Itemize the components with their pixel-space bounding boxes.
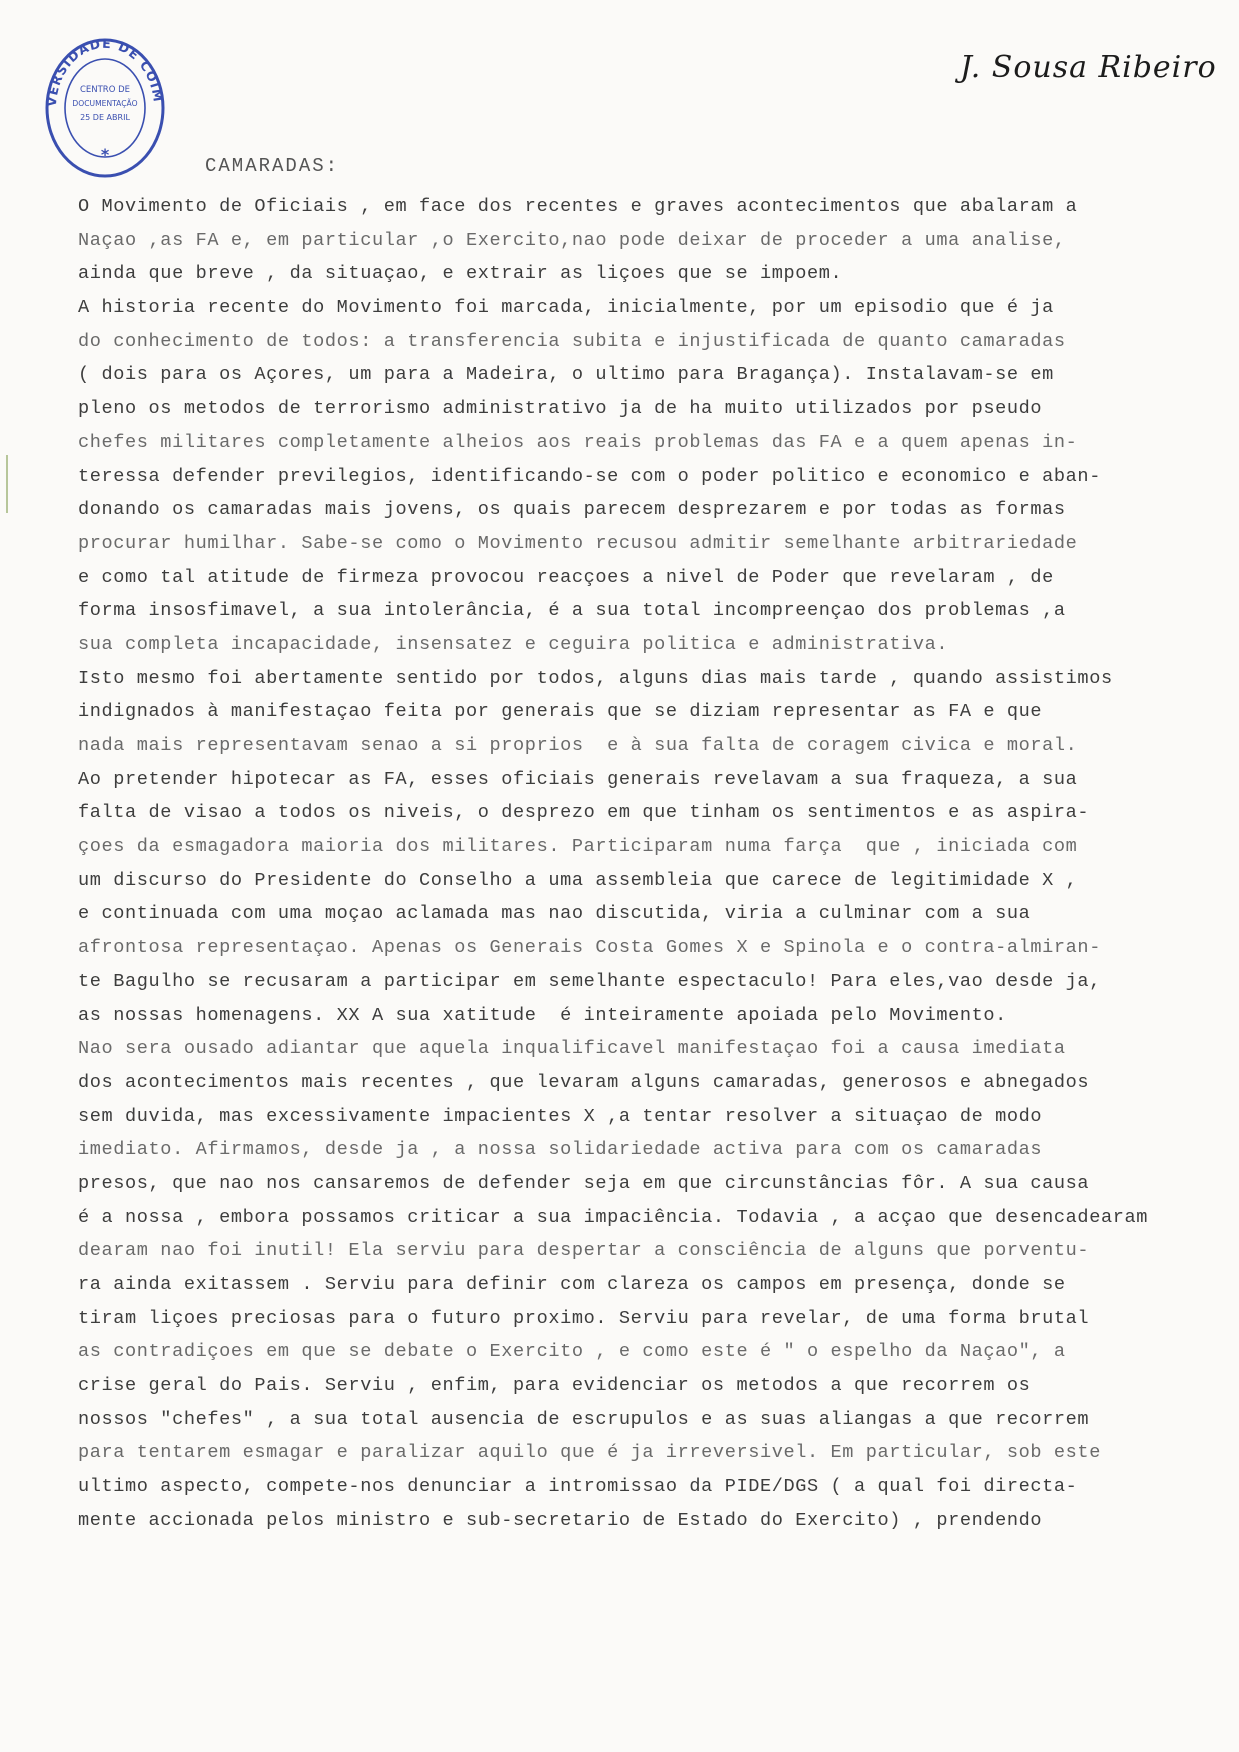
text-line: sua completa incapacidade, insensatez e ceguira politica e administrativa. bbox=[78, 633, 949, 655]
stamp-line-2: DOCUMENTAÇÃO bbox=[72, 99, 138, 108]
text-line: Nao sera ousado adiantar que aquela inqualificavel manifestaçao foi a causa imediata bbox=[78, 1038, 1066, 1060]
text-line: chefes militares completamente alheios aos reais problemas das FA e a quem apenas in- bbox=[78, 431, 1078, 453]
text-line: as nossas homenagens. XX A sua xatitude é inteiramente apoiada pelo Movimento. bbox=[78, 1004, 1007, 1026]
text-line: O Movimento de Oficiais , em face dos recentes e graves acontecimentos que abalaram a bbox=[78, 196, 1078, 217]
text-line: Naçao ,as FA e, em particular ,o Exercito,nao pode deixar de proceder a uma analise, bbox=[78, 229, 1066, 251]
text-line: ( dois para os Açores, um para a Madeira, o ultimo para Bragança). Instalavam-se em bbox=[78, 364, 1054, 386]
text-line: um discurso do Presidente do Conselho a uma assembleia que carece de legitimidade X , bbox=[78, 869, 1078, 891]
letter-body bbox=[78, 190, 1188, 1538]
text-line: A historia recente do Movimento foi marcada, inicialmente, por um episodio que é ja bbox=[78, 297, 1054, 319]
text-line: nossos "chefes" , a sua total ausencia de escrupulos e as suas aliangas a que recorrem bbox=[78, 1408, 1090, 1430]
text-line: teressa defender previlegios, identificando-se com o poder politico e economico e aban- bbox=[78, 465, 1101, 487]
text-line: pleno os metodos de terrorismo administrativo ja de ha muito utilizados por pseudo bbox=[78, 398, 1043, 420]
text-line: imediato. Afirmamos, desde ja , a nossa solidariedade activa para com os camaradas bbox=[78, 1139, 1043, 1161]
text-line: falta de visao a todos os niveis, o desprezo em que tinham os sentimentos e as aspira- bbox=[78, 802, 1090, 824]
text-line: dos acontecimentos mais recentes , que levaram alguns camaradas, generosos e abnegados bbox=[78, 1071, 1090, 1093]
text-line: indignados à manifestaçao feita por generais que se diziam representar as FA e que bbox=[78, 701, 1043, 723]
stamp-star-icon: * bbox=[100, 145, 110, 164]
text-line: nada mais representavam senao a si proprios e à sua falta de coragem civica e moral. bbox=[78, 735, 1078, 756]
text-line: Ao pretender hipotecar as FA, esses oficiais generais revelavam a sua fraqueza, a sua bbox=[78, 768, 1078, 790]
text-line: ra ainda exitassem . Serviu para definir com clareza os campos em presença, donde se bbox=[78, 1274, 1066, 1295]
text-line: as contradiçoes em que se debate o Exercito , e como este é " o espelho da Naçao", a bbox=[78, 1341, 1066, 1363]
text-line: ultimo aspecto, compete-nos denunciar a intromissao da PIDE/DGS ( a qual foi directa- bbox=[78, 1476, 1078, 1498]
text-line: ainda que breve , da situaçao, e extrair as liçoes que se impoem. bbox=[78, 263, 843, 285]
text-line: tiram liçoes preciosas para o futuro proximo. Serviu para revelar, de uma forma brutal bbox=[78, 1307, 1090, 1329]
text-line: çoes da esmagadora maioria dos militares. Participaram numa farça que , iniciada com bbox=[78, 836, 1078, 858]
text-line: dearam nao foi inutil! Ela serviu para despertar a consciência de alguns que porventu- bbox=[78, 1240, 1090, 1262]
text-line: donando os camaradas mais jovens, os quais parecem desprezarem e por todas as formas bbox=[78, 499, 1066, 521]
text-line: presos, que nao nos cansaremos de defender seja em que circunstâncias fôr. A sua causa bbox=[78, 1172, 1090, 1194]
text-line: afrontosa representaçao. Apenas os Generais Costa Gomes X e Spinola e o contra-almiran- bbox=[78, 937, 1101, 959]
university-stamp bbox=[42, 30, 168, 178]
text-line: Isto mesmo foi abertamente sentido por todos, alguns dias mais tarde , quando assistimos bbox=[78, 667, 1113, 689]
text-line: e continuada com uma moçao aclamada mas nao discutida, viria a culminar com a sua bbox=[78, 903, 1031, 925]
stamp-seal-icon bbox=[42, 30, 168, 178]
stamp-line-3: 25 DE ABRIL bbox=[80, 113, 130, 122]
text-line: forma insosfimavel, a sua intolerância, é a sua total incompreençao dos problemas ,a bbox=[78, 600, 1066, 622]
text-line: e como tal atitude de firmeza provocou reacçoes a nivel de Poder que revelaram , de bbox=[78, 566, 1054, 588]
scan-edge-mark bbox=[6, 455, 8, 513]
text-line: crise geral do Pais. Serviu , enfim, para evidenciar os metodos a que recorrem os bbox=[78, 1375, 1031, 1397]
text-line: do conhecimento de todos: a transferencia subita e injustificada de quanto camaradas bbox=[78, 330, 1066, 352]
stamp-outer-text: VERSIDADE DE COIM bbox=[43, 35, 167, 108]
text-line: procurar humilhar. Sabe-se como o Movimento recusou admitir semelhante arbitrariedade bbox=[78, 532, 1078, 554]
stamp-line-1: CENTRO DE bbox=[79, 85, 131, 95]
text-line: mente accionada pelos ministro e sub-secretario de Estado do Exercito) , prendendo bbox=[78, 1509, 1043, 1531]
salutation: CAMARADAS: bbox=[205, 155, 340, 177]
handwritten-signature: J. Sousa Ribeiro bbox=[960, 50, 1217, 85]
text-line: sem duvida, mas excessivamente impacientes X ,a tentar resolver a situaçao de modo bbox=[78, 1105, 1043, 1127]
svg-text:UNIVERSIDADE DE COIMBRA bbox=[42, 30, 166, 107]
text-line: para tentarem esmagar e paralizar aquilo que é ja irreversivel. Em particular, sob este bbox=[78, 1442, 1101, 1464]
text-line: te Bagulho se recusaram a participar em semelhante espectaculo! Para eles,vao desde ja, bbox=[78, 970, 1101, 992]
text-line: é a nossa , embora possamos criticar a sua impaciência. Todavia , a acçao que desencadearam bbox=[78, 1206, 1148, 1228]
